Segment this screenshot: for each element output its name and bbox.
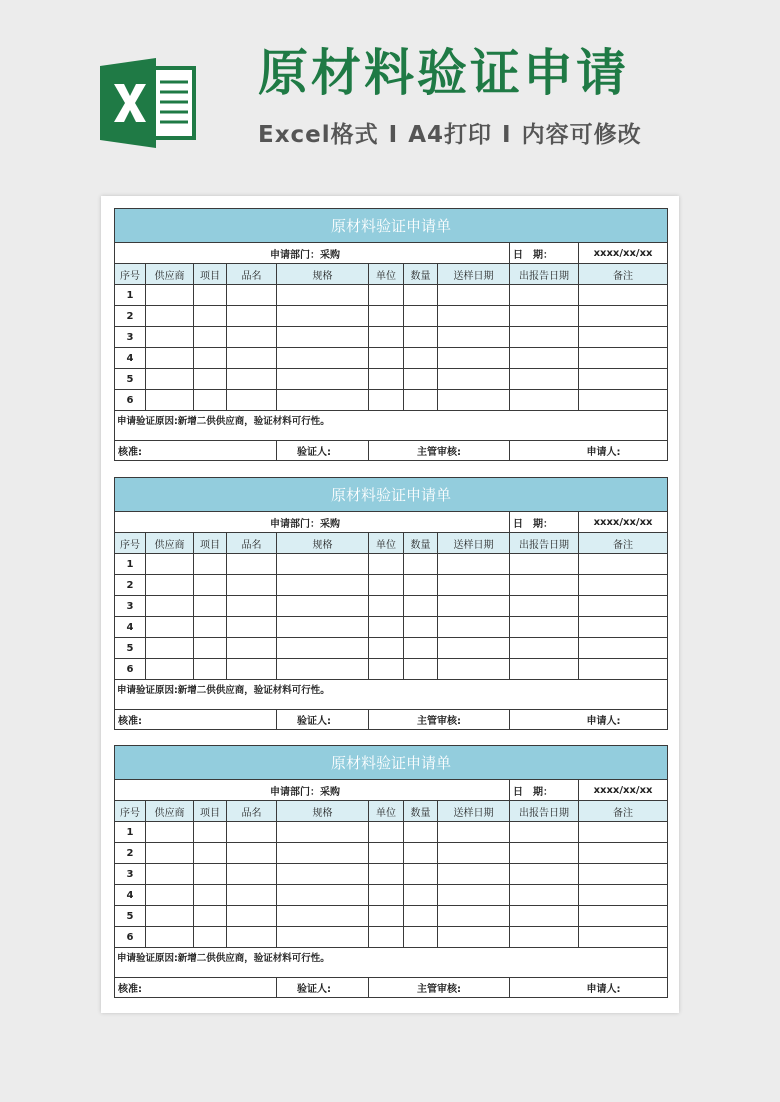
supervisor-field[interactable]: 主管审核: [369,441,510,461]
cell-supplier[interactable] [146,638,194,659]
cell-spec[interactable] [277,390,369,411]
cell-unit[interactable] [369,369,404,390]
col-header-supplier: 供应商 [146,801,194,822]
cell-unit[interactable] [369,864,404,885]
cell-product[interactable] [227,369,277,390]
row-number: 5 [115,638,146,659]
cell-qty[interactable] [404,864,438,885]
signature-row [115,710,668,730]
cell-spec[interactable] [277,327,369,348]
cell-product[interactable] [227,638,277,659]
table-row [115,638,668,659]
row-number: 2 [115,306,146,327]
cell-report-date[interactable] [510,864,579,885]
col-header-report-date: 出报告日期 [510,533,579,554]
column-header-row [115,533,668,554]
col-header-qty: 数量 [404,801,438,822]
info-spacer [438,512,510,533]
col-header-seq: 序号 [115,533,146,554]
cell-item[interactable] [194,822,227,843]
cell-remarks[interactable] [579,659,668,680]
cell-supplier[interactable] [146,906,194,927]
form-title: 原材料验证申请单 [115,746,668,780]
cell-remarks[interactable] [579,348,668,369]
cell-product[interactable] [227,285,277,306]
cell-remarks[interactable] [579,327,668,348]
signature-row [115,978,668,998]
cell-unit[interactable] [369,554,404,575]
date-label: 日 期： [510,243,579,264]
cell-item[interactable] [194,327,227,348]
table-row [115,554,668,575]
cell-report-date[interactable] [510,369,579,390]
cell-item[interactable] [194,390,227,411]
cell-report-date[interactable] [510,906,579,927]
subtitle-editable: 内容可修改 [521,122,642,148]
cell-item[interactable] [194,638,227,659]
col-header-qty: 数量 [404,264,438,285]
cell-qty[interactable] [404,327,438,348]
cell-qty[interactable] [404,927,438,948]
table-row [115,390,668,411]
row-number: 5 [115,369,146,390]
cell-sample-date[interactable] [438,885,510,906]
cell-sample-date[interactable] [438,927,510,948]
department-label: 申请部门：采购 [115,780,438,801]
cell-report-date[interactable] [510,306,579,327]
cell-product[interactable] [227,348,277,369]
cell-supplier[interactable] [146,822,194,843]
cell-spec[interactable] [277,575,369,596]
cell-product[interactable] [227,927,277,948]
application-form [114,208,667,461]
table-row [115,369,668,390]
cell-spec[interactable] [277,306,369,327]
table-row [115,348,668,369]
cell-item[interactable] [194,348,227,369]
cell-sample-date[interactable] [438,348,510,369]
row-number: 6 [115,659,146,680]
cell-supplier[interactable] [146,285,194,306]
cell-supplier[interactable] [146,554,194,575]
cell-spec[interactable] [277,906,369,927]
cell-supplier[interactable] [146,659,194,680]
form-table [114,477,668,730]
cell-product[interactable] [227,864,277,885]
cell-unit[interactable] [369,575,404,596]
cell-product[interactable] [227,575,277,596]
cell-sample-date[interactable] [438,575,510,596]
cell-product[interactable] [227,554,277,575]
application-form [114,745,667,998]
cell-qty[interactable] [404,554,438,575]
col-header-unit: 单位 [369,533,404,554]
cell-spec[interactable] [277,659,369,680]
col-header-sample-date: 送样日期 [438,801,510,822]
col-header-supplier: 供应商 [146,264,194,285]
page-header [0,0,780,190]
cell-spec[interactable] [277,617,369,638]
cell-unit[interactable] [369,285,404,306]
form-table [114,745,668,998]
row-number: 1 [115,822,146,843]
cell-spec[interactable] [277,927,369,948]
col-header-remarks: 备注 [579,264,668,285]
cell-product[interactable] [227,659,277,680]
cell-product[interactable] [227,885,277,906]
cell-unit[interactable] [369,843,404,864]
cell-unit[interactable] [369,927,404,948]
info-spacer [438,780,510,801]
date-value[interactable]: xxxx/xx/xx [579,780,668,801]
col-header-sample-date: 送样日期 [438,264,510,285]
cell-remarks[interactable] [579,369,668,390]
cell-report-date[interactable] [510,885,579,906]
cell-sample-date[interactable] [438,822,510,843]
cell-remarks[interactable] [579,906,668,927]
cell-item[interactable] [194,864,227,885]
col-header-item: 项目 [194,533,227,554]
table-row [115,327,668,348]
approver-field[interactable]: 核准: [115,978,277,998]
cell-report-date[interactable] [510,638,579,659]
cell-report-date[interactable] [510,822,579,843]
cell-unit[interactable] [369,659,404,680]
cell-report-date[interactable] [510,348,579,369]
cell-supplier[interactable] [146,390,194,411]
row-number: 3 [115,596,146,617]
cell-report-date[interactable] [510,390,579,411]
cell-unit[interactable] [369,638,404,659]
supervisor-field[interactable]: 主管审核: [369,710,510,730]
row-number: 6 [115,390,146,411]
date-value[interactable]: xxxx/xx/xx [579,512,668,533]
verifier-field[interactable]: 验证人: [277,710,369,730]
cell-supplier[interactable] [146,596,194,617]
cell-remarks[interactable] [579,885,668,906]
cell-unit[interactable] [369,306,404,327]
page-subtitle [258,124,642,147]
verifier-field[interactable]: 验证人: [277,441,369,461]
table-row [115,306,668,327]
table-row [115,617,668,638]
cell-sample-date[interactable] [438,369,510,390]
cell-qty[interactable] [404,638,438,659]
cell-sample-date[interactable] [438,617,510,638]
cell-item[interactable] [194,659,227,680]
cell-remarks[interactable] [579,927,668,948]
cell-item[interactable] [194,843,227,864]
cell-item[interactable] [194,596,227,617]
table-row [115,864,668,885]
cell-product[interactable] [227,390,277,411]
column-header-row [115,264,668,285]
cell-qty[interactable] [404,822,438,843]
cell-spec[interactable] [277,596,369,617]
cell-remarks[interactable] [579,843,668,864]
subtitle-separator: I [388,122,399,148]
cell-remarks[interactable] [579,822,668,843]
cell-unit[interactable] [369,906,404,927]
col-header-seq: 序号 [115,801,146,822]
cell-product[interactable] [227,906,277,927]
cell-qty[interactable] [404,390,438,411]
cell-sample-date[interactable] [438,554,510,575]
cell-supplier[interactable] [146,864,194,885]
cell-remarks[interactable] [579,638,668,659]
cell-report-date[interactable] [510,843,579,864]
table-row [115,285,668,306]
subtitle-print: A4打印 [408,122,493,148]
cell-supplier[interactable] [146,327,194,348]
document-page [101,196,679,1013]
cell-report-date[interactable] [510,285,579,306]
col-header-sample-date: 送样日期 [438,533,510,554]
department-label: 申请部门：采购 [115,512,438,533]
col-header-seq: 序号 [115,264,146,285]
cell-qty[interactable] [404,369,438,390]
table-row [115,843,668,864]
table-row [115,596,668,617]
cell-unit[interactable] [369,596,404,617]
cell-spec[interactable] [277,348,369,369]
table-row [115,885,668,906]
excel-logo-icon [100,58,198,148]
row-number: 1 [115,285,146,306]
cell-qty[interactable] [404,659,438,680]
verifier-field[interactable]: 验证人: [277,978,369,998]
cell-product[interactable] [227,327,277,348]
cell-supplier[interactable] [146,306,194,327]
cell-sample-date[interactable] [438,596,510,617]
cell-unit[interactable] [369,390,404,411]
col-header-report-date: 出报告日期 [510,801,579,822]
info-spacer [438,243,510,264]
cell-supplier[interactable] [146,575,194,596]
cell-sample-date[interactable] [438,864,510,885]
cell-item[interactable] [194,575,227,596]
col-header-spec: 规格 [277,264,369,285]
approver-field[interactable]: 核准: [115,441,277,461]
cell-report-date[interactable] [510,927,579,948]
table-row [115,927,668,948]
form-title: 原材料验证申请单 [115,209,668,243]
table-row [115,822,668,843]
cell-qty[interactable] [404,596,438,617]
cell-unit[interactable] [369,617,404,638]
cell-report-date[interactable] [510,659,579,680]
cell-item[interactable] [194,617,227,638]
cell-product[interactable] [227,822,277,843]
cell-remarks[interactable] [579,554,668,575]
col-header-supplier: 供应商 [146,533,194,554]
row-number: 4 [115,348,146,369]
form-title: 原材料验证申请单 [115,478,668,512]
row-number: 6 [115,927,146,948]
cell-qty[interactable] [404,285,438,306]
cell-report-date[interactable] [510,596,579,617]
cell-supplier[interactable] [146,348,194,369]
col-header-remarks: 备注 [579,533,668,554]
supervisor-field[interactable]: 主管审核: [369,978,510,998]
cell-unit[interactable] [369,885,404,906]
cell-supplier[interactable] [146,843,194,864]
date-label: 日 期： [510,512,579,533]
form-info-row [115,780,668,801]
cell-item[interactable] [194,906,227,927]
cell-sample-date[interactable] [438,906,510,927]
cell-product[interactable] [227,306,277,327]
col-header-product: 品名 [227,801,277,822]
cell-qty[interactable] [404,843,438,864]
cell-supplier[interactable] [146,885,194,906]
col-header-spec: 规格 [277,801,369,822]
cell-supplier[interactable] [146,369,194,390]
table-row [115,575,668,596]
cell-report-date[interactable] [510,554,579,575]
col-header-unit: 单位 [369,264,404,285]
cell-spec[interactable] [277,822,369,843]
row-number: 3 [115,864,146,885]
form-info-row [115,512,668,533]
cell-item[interactable] [194,927,227,948]
applicant-field[interactable]: 申请人: [510,710,668,730]
cell-remarks[interactable] [579,306,668,327]
cell-item[interactable] [194,885,227,906]
row-number: 4 [115,885,146,906]
cell-unit[interactable] [369,822,404,843]
cell-product[interactable] [227,617,277,638]
cell-sample-date[interactable] [438,306,510,327]
cell-item[interactable] [194,306,227,327]
row-number: 4 [115,617,146,638]
form-info-row [115,243,668,264]
row-number: 5 [115,906,146,927]
applicant-field[interactable]: 申请人: [510,441,668,461]
subtitle-separator: I [502,122,512,148]
col-header-unit: 单位 [369,801,404,822]
application-form [114,477,667,730]
row-number: 2 [115,843,146,864]
cell-sample-date[interactable] [438,638,510,659]
cell-item[interactable] [194,369,227,390]
cell-qty[interactable] [404,306,438,327]
row-number: 2 [115,575,146,596]
form-table [114,208,668,461]
table-row [115,906,668,927]
approver-field[interactable]: 核准: [115,710,277,730]
cell-sample-date[interactable] [438,285,510,306]
table-row [115,659,668,680]
cell-qty[interactable] [404,575,438,596]
cell-supplier[interactable] [146,617,194,638]
cell-sample-date[interactable] [438,327,510,348]
signature-row [115,441,668,461]
cell-item[interactable] [194,285,227,306]
cell-qty[interactable] [404,885,438,906]
cell-unit[interactable] [369,327,404,348]
col-header-remarks: 备注 [579,801,668,822]
cell-spec[interactable] [277,554,369,575]
cell-remarks[interactable] [579,617,668,638]
cell-qty[interactable] [404,906,438,927]
row-number: 1 [115,554,146,575]
department-label: 申请部门：采购 [115,243,438,264]
cell-qty[interactable] [404,348,438,369]
cell-spec[interactable] [277,285,369,306]
cell-spec[interactable] [277,864,369,885]
col-header-qty: 数量 [404,533,438,554]
cell-report-date[interactable] [510,617,579,638]
row-number: 3 [115,327,146,348]
cell-sample-date[interactable] [438,843,510,864]
cell-unit[interactable] [369,348,404,369]
cell-supplier[interactable] [146,927,194,948]
cell-product[interactable] [227,596,277,617]
date-label: 日 期： [510,780,579,801]
cell-remarks[interactable] [579,864,668,885]
cell-qty[interactable] [404,617,438,638]
cell-remarks[interactable] [579,285,668,306]
cell-product[interactable] [227,843,277,864]
cell-spec[interactable] [277,843,369,864]
cell-spec[interactable] [277,885,369,906]
column-header-row [115,801,668,822]
date-value[interactable]: xxxx/xx/xx [579,243,668,264]
applicant-field[interactable]: 申请人: [510,978,668,998]
cell-remarks[interactable] [579,575,668,596]
cell-spec[interactable] [277,638,369,659]
page-title: 原材料验证申请 [258,44,629,102]
cell-sample-date[interactable] [438,390,510,411]
cell-report-date[interactable] [510,327,579,348]
col-header-item: 项目 [194,264,227,285]
subtitle-format: Excel格式 [258,122,379,148]
cell-report-date[interactable] [510,575,579,596]
cell-remarks[interactable] [579,390,668,411]
cell-remarks[interactable] [579,596,668,617]
cell-sample-date[interactable] [438,659,510,680]
cell-spec[interactable] [277,369,369,390]
col-header-product: 品名 [227,533,277,554]
verification-reason[interactable]: 申请验证原因:新增二供供应商，验证材料可行性。 [115,680,668,710]
col-header-spec: 规格 [277,533,369,554]
col-header-report-date: 出报告日期 [510,264,579,285]
verification-reason[interactable]: 申请验证原因:新增二供供应商，验证材料可行性。 [115,948,668,978]
col-header-product: 品名 [227,264,277,285]
col-header-item: 项目 [194,801,227,822]
verification-reason[interactable]: 申请验证原因:新增二供供应商，验证材料可行性。 [115,411,668,441]
cell-item[interactable] [194,554,227,575]
